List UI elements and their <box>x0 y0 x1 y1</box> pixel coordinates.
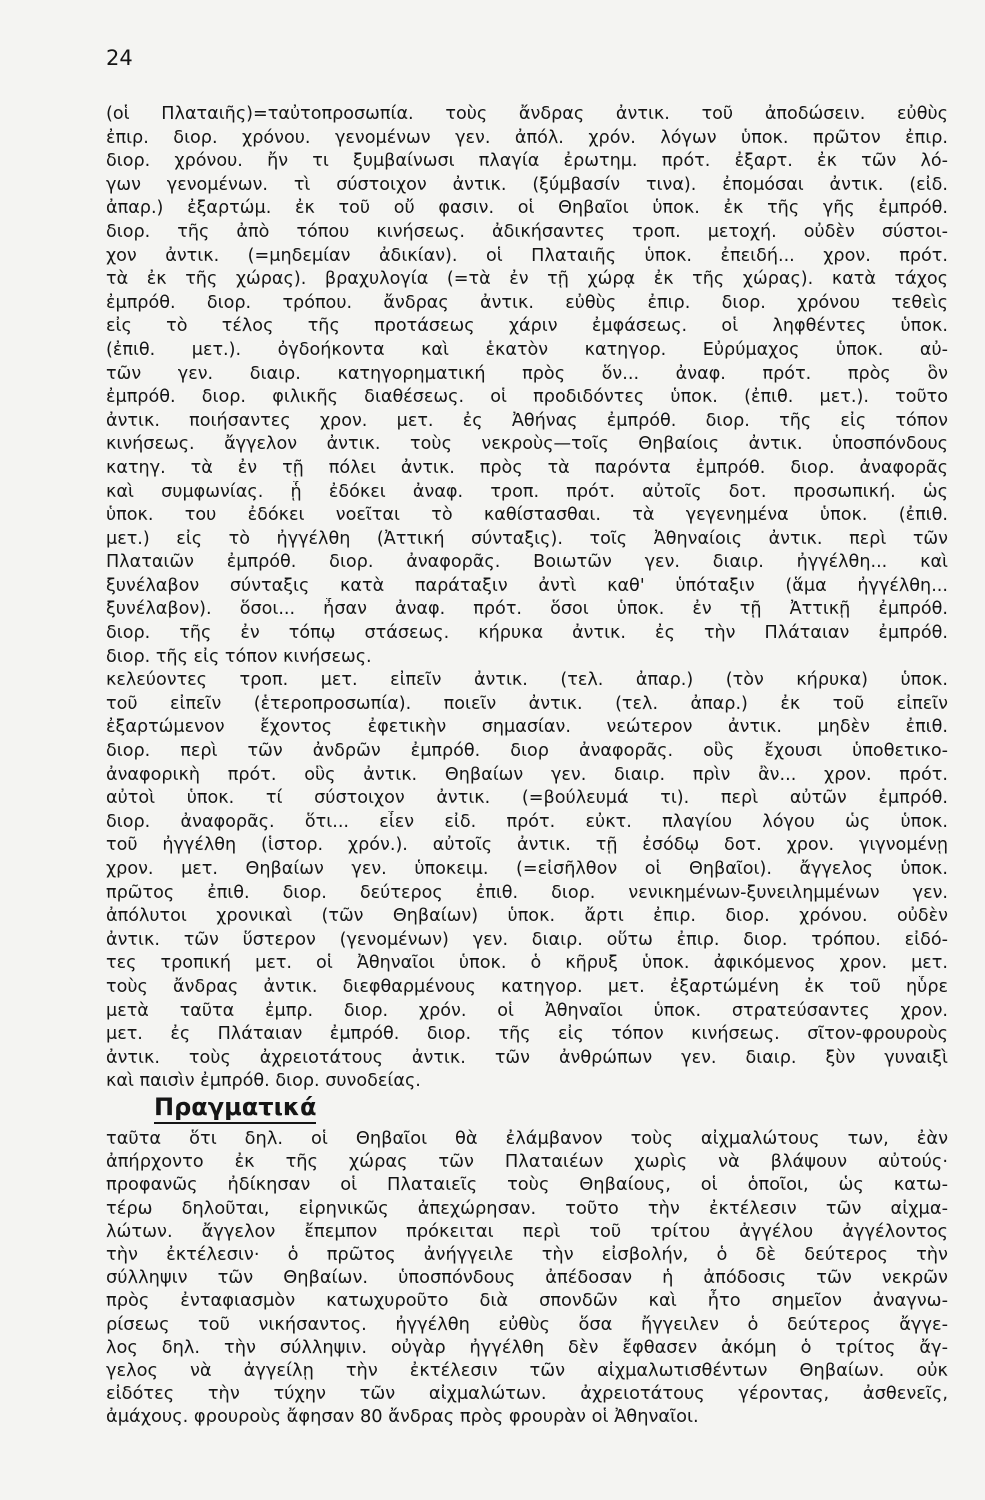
commentary-line: ἐμπρόθ. διορ. τρόπου. ἄνδρας ἀντικ. εὐθὺς ἐπιρ. διορ. χρόνου τεθεὶς <box>106 292 948 313</box>
commentary-line: ἀναφορικὴ πρότ. οὓς ἀντικ. Θηβαίων γεν. διαιρ. πρὶν ἂν... χρον. πρότ. <box>106 764 948 785</box>
facts-line: τέρω δηλοῦται, εἰρηνικῶς ἀπεχώρησαν. τοῦτο τὴν ἐκτέλεσιν τῶν αἰχμα- <box>106 1197 948 1219</box>
facts-line: εἰδότες τὴν τύχην τῶν αἰχμαλώτων. ἀχρειοτάτους γέροντας, ἀσθενεῖς, <box>106 1383 948 1405</box>
commentary-text <box>106 103 948 1094</box>
commentary-line: τῶν γεν. διαιρ. κατηγορηματική πρὸς ὅν... ἀναφ. πρότ. πρὸς ὃν <box>106 363 948 384</box>
commentary-line: διορ. περὶ τῶν ἀνδρῶν ἐμπρόθ. διορ ἀναφορᾶς. οὓς ἔχουσι ὑποθετικο- <box>106 741 948 762</box>
commentary-line: ξυνέλαβον). ὅσοι... ἦσαν ἀναφ. πρότ. ὅσοι ὑποκ. ἐν τῇ Ἀττικῇ ἐμπρόθ. <box>106 599 948 620</box>
commentary-line: καὶ παισὶν ἐμπρόθ. διορ. συνοδείας. <box>106 1071 421 1092</box>
facts-line: πρὸς ἐνταφιασμὸν κατωχυροῦτο διὰ σπονδῶν καὶ ἦτο σημεῖον ἀναγνω- <box>106 1290 948 1312</box>
facts-line: ταῦτα ὅτι δηλ. οἱ Θηβαῖοι θὰ ἐλάμβανον τοὺς αἰχμαλώτους των, ἐὰν <box>106 1128 948 1149</box>
commentary-line: μετ.) εἰς τὸ ἠγγέλθη (Ἀττική σύνταξις). τοῖς Ἀθηναίοις ἀντικ. περὶ τῶν <box>106 528 948 549</box>
commentary-line: ξυνέλαβον σύνταξις κατὰ παράταξιν ἀντὶ καθ' ὑπόταξιν (ἅμα ἠγγέλθη... <box>106 575 948 596</box>
commentary-line: γων γενομένων. τὶ σύστοιχον ἀντικ. (ξύμβασίν τινα). ἐπομόσαι ἀντικ. (εἰδ. <box>106 174 948 195</box>
facts-line: ρίσεως τοῦ νικήσαντος. ἠγγέλθη εὐθὺς ὅσα ἤγγειλεν ὁ δεύτερος ἄγγε- <box>106 1313 948 1335</box>
commentary-line: καὶ συμφωνίας. ᾗ ἐδόκει ἀναφ. τροπ. πρότ. αὐτοῖς δοτ. προσωπική. ὡς <box>106 481 948 502</box>
commentary-line: χον ἀντικ. (=μηδεμίαν ἀδικίαν). οἱ Πλαταιῆς ὑποκ. ἐπειδή... χρον. πρότ. <box>106 245 948 266</box>
facts-line: σύλληψιν τῶν Θηβαίων. ὑποσπόνδους ἀπέδοσαν ἡ ἀπόδοσις τῶν νεκρῶν <box>106 1267 948 1289</box>
commentary-line: Πλαταιῶν ἐμπρόθ. διορ. ἀναφορᾶς. Βοιωτῶν γεν. διαιρ. ἠγγέλθη... καὶ <box>106 552 948 573</box>
commentary-line: (οἱ Πλαταιῆς)=ταὐτοπροσωπία. τοὺς ἄνδρας ἀντικ. τοῦ ἀποδώσειν. εὐθὺς <box>106 104 948 124</box>
facts-line: προφανῶς ἠδίκησαν οἱ Πλαταιεῖς τοὺς Θηβαίους, οἱ ὁποῖοι, ὡς κατω- <box>106 1174 948 1196</box>
commentary-line: αὐτοὶ ὑποκ. τί σύστοιχον ἀντικ. (=βούλευμά τι). περὶ αὐτῶν ἐμπρόθ. <box>106 788 948 809</box>
commentary-line: (ἐπιθ. μετ.). ὀγδοήκοντα καὶ ἑκατὸν κατηγορ. Εὐρύμαχος ὑποκ. αὐ- <box>106 339 948 360</box>
commentary-line: μετὰ ταῦτα ἐμπρ. διορ. χρόν. οἱ Ἀθηναῖοι ὑποκ. στρατεύσαντες χρον. <box>106 1000 948 1021</box>
commentary-line: διορ. χρόνου. ἤν τι ξυμβαίνωσι πλαγία ἐρωτημ. πρότ. ἐξαρτ. ἐκ τῶν λό- <box>106 151 948 172</box>
facts-line: τὴν ἐκτέλεσιν· ὁ πρῶτος ἀνήγγειλε τὴν εἰσβολήν, ὁ δὲ δεύτερος τὴν <box>106 1243 948 1265</box>
commentary-line: τοὺς ἄνδρας ἀντικ. διεφθαρμένους κατηγορ. μετ. ἐξαρτώμένη ἐκ τοῦ ηὗρε <box>106 976 948 997</box>
commentary-line: εἰς τὸ τέλος τῆς προτάσεως χάριν ἐμφάσεως. οἱ ληφθέντες ὑποκ. <box>106 316 948 337</box>
commentary-line: ἐξαρτώμενον ἔχοντος ἐφετικὴν σημασίαν. νεώτερον ἀντικ. μηδὲν ἐπιθ. <box>106 717 948 738</box>
facts-line: λος δηλ. τὴν σύλληψιν. οὐγὰρ ἠγγέλθη δὲν ἔφθασεν ἀκόμη ὁ τρίτος ἄγ- <box>106 1336 948 1358</box>
commentary-line: διορ. τῆς εἰς τόπον κινήσεως. <box>106 646 372 667</box>
commentary-line: μετ. ἐς Πλάταιαν ἐμπρόθ. διορ. τῆς εἰς τόπον κινήσεως. σῖτον-φρουροὺς <box>106 1024 948 1045</box>
commentary-line: τοῦ ἠγγέλθη (ἱστορ. χρόν.). αὐτοῖς ἀντικ. τῇ ἐσόδῳ δοτ. χρον. γιγνομένῃ <box>106 835 948 856</box>
commentary-line: τες τροπική μετ. οἱ Ἀθηναῖοι ὑποκ. ὁ κῆρυξ ὑποκ. ἀφικόμενος χρον. μετ. <box>106 953 948 974</box>
commentary-line: διορ. τῆς ἐν τόπῳ στάσεως. κήρυκα ἀντικ. ἐς τὴν Πλάταιαν ἐμπρόθ. <box>106 623 948 644</box>
facts-text <box>106 1127 948 1428</box>
commentary-line: κατηγ. τὰ ἐν τῇ πόλει ἀντικ. πρὸς τὰ παρόντα ἐμπρόθ. διορ. ἀναφορᾶς <box>106 457 948 478</box>
commentary-line: ἀπόλυτοι χρονικαὶ (τῶν Θηβαίων) ὑποκ. ἄρτι ἐπιρ. διορ. χρόνου. οὐδὲν <box>106 906 948 927</box>
commentary-line: ἀντικ. ποιήσαντες χρον. μετ. ἐς Ἀθήνας ἐμπρόθ. διορ. τῆς εἰς τόπον <box>106 410 948 431</box>
commentary-line: πρῶτος ἐπιθ. διορ. δεύτερος ἐπιθ. διορ. νενικημένων-ξυνειλημμένων γεν. <box>106 882 948 903</box>
commentary-line: τὰ ἐκ τῆς χώρας). βραχυλογία (=τὰ ἐν τῇ χώρᾳ ἐκ τῆς χώρας). κατὰ τάχος <box>106 269 948 290</box>
commentary-line: τοῦ εἰπεῖν (ἑτεροπροσωπία). ποιεῖν ἀντικ. (τελ. ἀπαρ.) ἐκ τοῦ εἰπεῖν <box>106 693 948 714</box>
commentary-line: χρον. μετ. Θηβαίων γεν. ὑποκειμ. (=εἰσῆλθον οἱ Θηβαῖοι). ἄγγελος ὑποκ. <box>106 859 948 879</box>
commentary-line: κινήσεως. ἄγγελον ἀντικ. τοὺς νεκροὺς—τοῖς Θηβαίοις ἀντικ. ὑποσπόνδους <box>106 434 948 455</box>
commentary-line: ὑποκ. του ἐδόκει νοεῖται τὸ καθίστασθαι. τὰ γεγενημένα ὑποκ. (ἐπιθ. <box>106 505 948 526</box>
section-heading: Πραγματικά <box>154 1092 316 1124</box>
commentary-line: διορ. τῆς ἀπὸ τόπου κινήσεως. ἀδικήσαντες τροπ. μετοχή. οὐδὲν σύστοι- <box>106 221 948 242</box>
commentary-line: ἐμπρόθ. διορ. φιλικῆς διαθέσεως. οἱ προδιδόντες ὑποκ. (ἐπιθ. μετ.). τοῦτο <box>106 387 948 408</box>
commentary-line: κελεύοντες τροπ. μετ. εἰπεῖν ἀντικ. (τελ. ἀπαρ.) (τὸν κήρυκα) ὑποκ. <box>106 670 948 691</box>
facts-line: ἀπήρχοντο ἐκ τῆς χώρας τῶν Πλαταιέων χωρὶς νὰ βλάψουν αὐτούς· <box>106 1151 948 1173</box>
facts-line: ἀμάχους. φρουροὺς ἄφησαν 80 ἄνδρας πρὸς φρουρὰν οἱ Ἀθηναῖοι. <box>106 1406 699 1428</box>
commentary-line: ἐπιρ. διορ. χρόνου. γενομένων γεν. ἀπόλ. χρόν. λόγων ὑποκ. πρῶτον ἐπιρ. <box>106 127 948 148</box>
commentary-line: ἀπαρ.) ἐξαρτώμ. ἐκ τοῦ οὔ φασιν. οἱ Θηβαῖοι ὑποκ. ἐκ τῆς γῆς ἐμπρόθ. <box>106 198 948 219</box>
commentary-line: διορ. ἀναφορᾶς. ὅτι... εἶεν εἰδ. πρότ. εὐκτ. πλαγίου λόγου ὡς ὑποκ. <box>106 811 948 832</box>
commentary-line: ἀντικ. τοὺς ἀχρειοτάτους ἀντικ. τῶν ἀνθρώπων γεν. διαιρ. ξὺν γυναιξὶ <box>106 1047 948 1068</box>
facts-line: γελος νὰ ἀγγείλῃ τὴν ἐκτέλεσιν τῶν αἰχμαλωτισθέντων Θηβαίων. οὐκ <box>106 1359 948 1381</box>
commentary-line: ἀντικ. τῶν ὕστερον (γενομένων) γεν. διαιρ. οὕτω ἐπιρ. διορ. τρόπου. εἰδό- <box>106 929 948 950</box>
page-number: 24 <box>106 46 133 70</box>
facts-line: λώτων. ἄγγελον ἔπεμπον πρόκειται περὶ τοῦ τρίτου ἀγγέλου ἀγγέλοντος <box>106 1220 948 1242</box>
